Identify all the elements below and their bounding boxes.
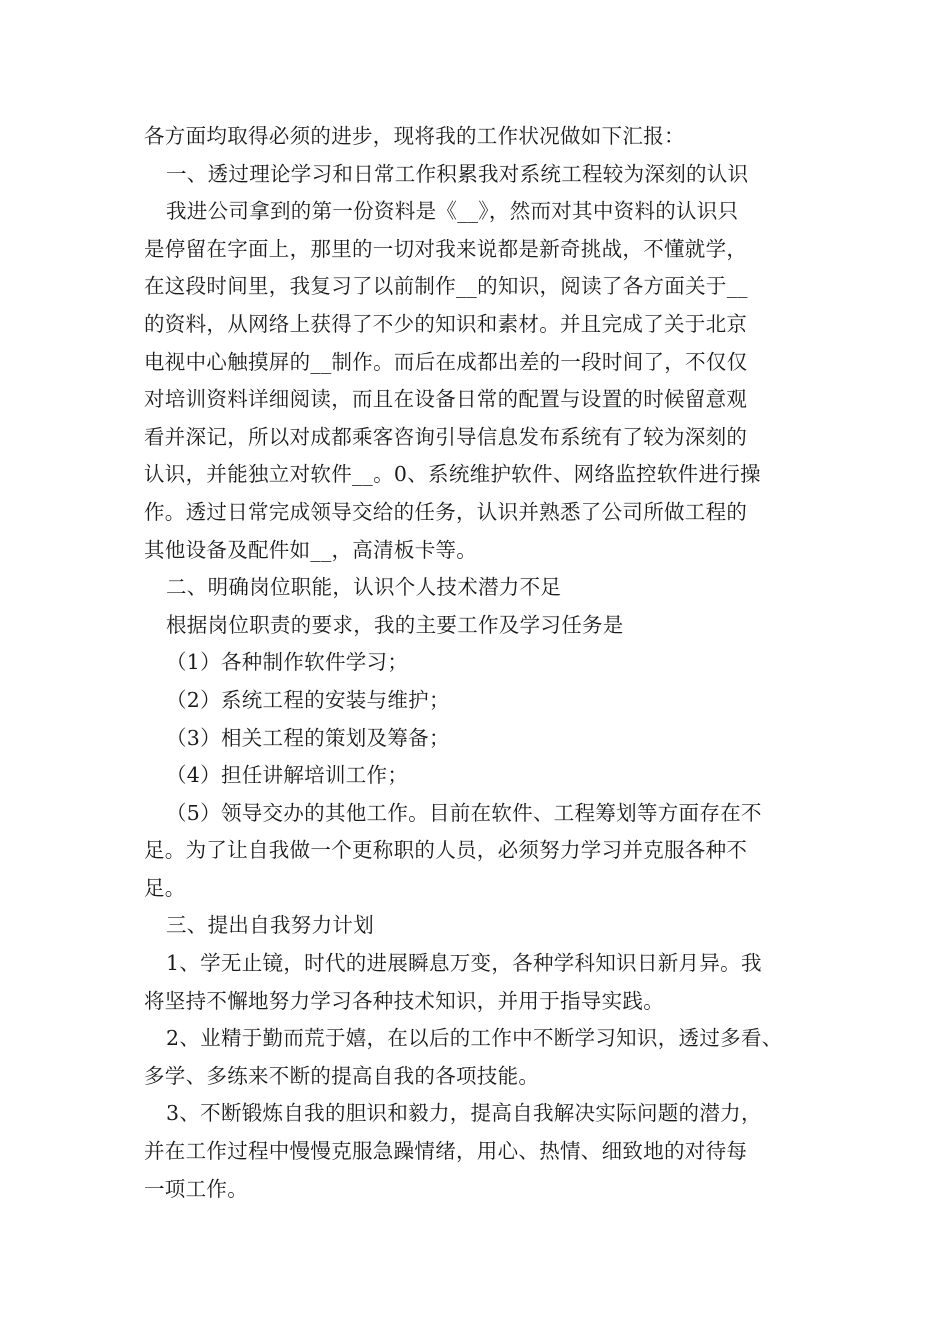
document-line: 对培训资料详细阅读，而且在设备日常的配置与设置的时候留意观 (144, 387, 748, 412)
document-line: 并在工作过程中慢慢克服急躁情绪，用心、热情、细致地的对待每 (144, 1139, 748, 1164)
document-line: （4）担任讲解培训工作； (166, 763, 409, 788)
document-line: 2、业精于勤而荒于嬉，在以后的工作中不断学习知识，透过多看、 (166, 1026, 783, 1051)
document-line: 将坚持不懈地努力学习各种技术知识，并用于指导实践。 (144, 988, 664, 1013)
document-body (144, 118, 820, 1208)
document-line: 认识，并能独立对软件__。0、系统维护软件、网络监控软件进行操 (144, 462, 761, 487)
document-line: （5）领导交办的其他工作。目前在软件、工程筹划等方面存在不 (166, 800, 762, 825)
document-line: 看并深记，所以对成都乘客咨询引导信息发布系统有了较为深刻的 (144, 424, 748, 449)
document-line: 电视中心触摸屏的__制作。而后在成都出差的一段时间了，不仅仅 (144, 349, 748, 374)
document-line: 是停留在字面上，那里的一切对我来说都是新奇挑战，不懂就学， (144, 236, 748, 261)
document-line: 一项工作。 (144, 1176, 248, 1201)
document-line: 一、透过理论学习和日常工作积累我对系统工程较为深刻的认识 (166, 161, 749, 186)
document-line: 的资料，从网络上获得了不少的知识和素材。并且完成了关于北京 (144, 311, 748, 336)
document-line: （1）各种制作软件学习； (166, 650, 409, 675)
document-line: 其他设备及配件如__，高清板卡等。 (144, 537, 478, 562)
document-line: 足。 (144, 875, 186, 900)
document-line: 3、不断锻炼自我的胆识和毅力，提高自我解决实际问题的潜力， (166, 1101, 762, 1126)
document-line: 根据岗位职责的要求，我的主要工作及学习任务是 (166, 612, 624, 637)
document-line: 三、提出自我努力计划 (166, 913, 374, 938)
document-line: 在这段时间里，我复习了以前制作__的知识，阅读了各方面关于__ (144, 274, 748, 299)
document-line: 足。为了让自我做一个更称职的人员，必须努力学习并克服各种不 (144, 838, 748, 863)
document-line: （3）相关工程的策划及筹备； (166, 725, 450, 750)
document-line: 作。透过日常完成领导交给的任务，认识并熟悉了公司所做工程的 (144, 499, 748, 524)
document-line: 多学、多练来不断的提高自我的各项技能。 (144, 1063, 540, 1088)
document-line: 我进公司拿到的第一份资料是《__》，然而对其中资料的认识只 (166, 199, 739, 224)
document-line: （2）系统工程的安装与维护； (166, 687, 450, 712)
document-line: 各方面均取得必须的进步，现将我的工作状况做如下汇报： (144, 124, 685, 148)
document-line: 1、学无止镜，时代的进展瞬息万变，各种学科知识日新月异。我 (166, 951, 762, 976)
document-line: 二、明确岗位职能，认识个人技术潜力不足 (166, 575, 562, 600)
